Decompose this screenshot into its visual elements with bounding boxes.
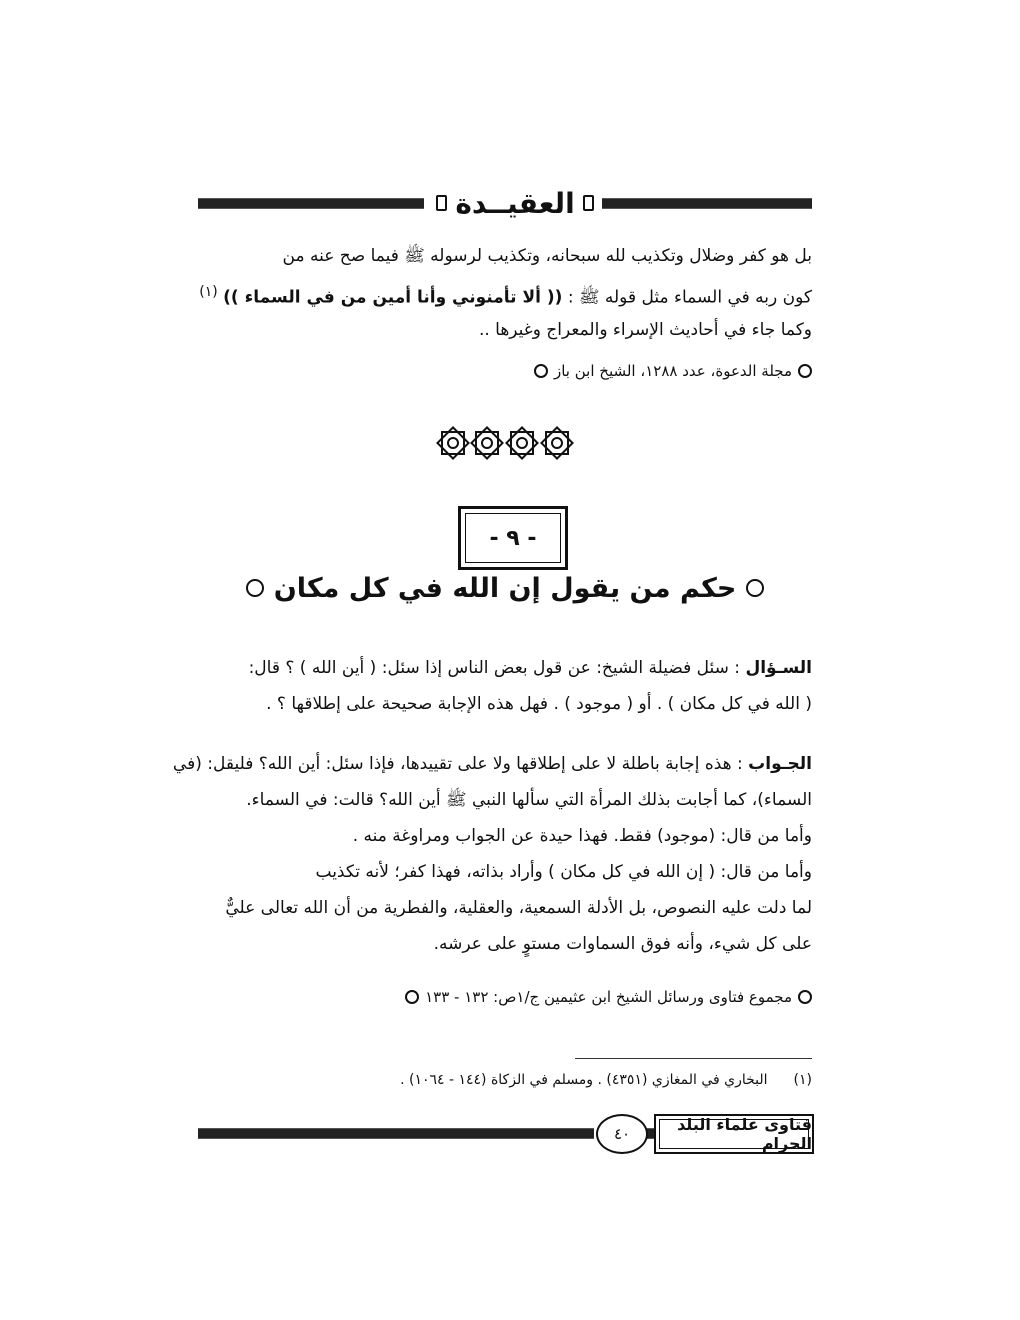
answer-text-1: : هذه إجابة باطلة لا على إطلاقها ولا على تقييدها، فإذا سئل: أين الله؟ فليقل: (في <box>172 754 743 774</box>
hadith-quote: (( ألا تأمنوني وأنا أمين من في السماء )) <box>223 287 563 308</box>
answer-line-4: وأما من قال: ( إن الله في كل مكان ) وأراد بذاته، فهذا كفر؛ لأنه تكذيب <box>315 862 812 882</box>
header-rule-right <box>602 198 812 209</box>
fatwa-number-box <box>458 506 568 570</box>
answer-line-5: لما دلت عليه النصوص، بل الأدلة السمعية، والعقلية، والفطرية من أن الله تعالى عليٌّ <box>225 898 812 918</box>
header-title-group <box>436 184 594 222</box>
section1-line-1: بل هو كفر وضلال وتكذيب لله سبحانه، وتكذيب لرسوله ﷺ فيما صح عنه من <box>282 246 812 266</box>
answer-line-1 <box>172 752 812 776</box>
question-line-1 <box>198 656 812 680</box>
book-title: فتاوى علماء البلد الحرام <box>677 1115 812 1153</box>
source-citation-1 <box>198 360 812 382</box>
header-rule-left <box>198 198 424 209</box>
circle-bullet-icon <box>798 990 812 1004</box>
running-footer <box>198 1112 812 1154</box>
source-citation-2 <box>198 986 812 1008</box>
footnote <box>198 1070 812 1090</box>
running-header <box>198 184 812 222</box>
page-number: ٤٠ <box>596 1114 648 1154</box>
square-bullet-icon <box>583 195 594 211</box>
decorative-star-ornament-icon <box>435 424 575 462</box>
section1-line-2-prefix: كون ربه في السماء مثل قوله ﷺ : <box>567 287 812 308</box>
answer-label: الجـواب <box>748 754 812 774</box>
footnote-text: البخاري في المغازي (٤٣٥١) . ومسلم في الزكاة (١٤٤ - ١٠٦٤) . <box>400 1072 768 1088</box>
book-title-box <box>654 1114 814 1154</box>
source-text: مجموع فتاوى ورسائل الشيخ ابن عثيمين ج/١ص: ١٣٢ - ١٣٣ <box>425 988 792 1006</box>
section1-line-3: وكما جاء في أحاديث الإسراء والمعراج وغيرها .. <box>478 320 812 340</box>
fatwa-number: - ٩ - <box>465 513 561 563</box>
circle-bullet-icon <box>534 364 548 378</box>
question-text-1: : سئل فضيلة الشيخ: عن قول بعض الناس إذا سئل: ( أين الله ) ؟ قال: <box>248 658 741 678</box>
footnote-number: (١) <box>793 1072 812 1088</box>
section1-line-2 <box>198 280 812 310</box>
circle-bullet-icon <box>798 364 812 378</box>
answer-line-6: على كل شيء، وأنه فوق السماوات مستوٍ على عرشه. <box>433 934 812 954</box>
footer-rule <box>198 1128 594 1139</box>
circle-bullet-icon <box>405 990 419 1004</box>
question-line-2: ( الله في كل مكان ) . أو ( موجود ) . فهل هذه الإجابة صحيحة على إطلاقها ؟ . <box>266 694 812 714</box>
source-text: مجلة الدعوة، عدد ١٢٨٨، الشيخ ابن باز <box>553 362 792 380</box>
fatwa-heading <box>198 568 812 608</box>
fatwa-heading-text: حكم من يقول إن الله في كل مكان <box>273 572 737 604</box>
circle-bullet-icon <box>746 579 764 597</box>
footnote-ref: (١) <box>199 284 218 300</box>
square-bullet-icon <box>436 195 447 211</box>
answer-line-3: وأما من قال: (موجود) فقط. فهذا حيدة عن الجواب ومراوغة منه . <box>352 826 812 846</box>
question-label: السـؤال <box>745 658 812 678</box>
header-title: العقيــدة <box>455 186 575 220</box>
circle-bullet-icon <box>246 579 264 597</box>
answer-line-2: السماء)، كما أجابت بذلك المرأة التي سألها النبي ﷺ أين الله؟ قالت: في السماء. <box>246 790 812 810</box>
footnote-rule <box>575 1058 812 1059</box>
